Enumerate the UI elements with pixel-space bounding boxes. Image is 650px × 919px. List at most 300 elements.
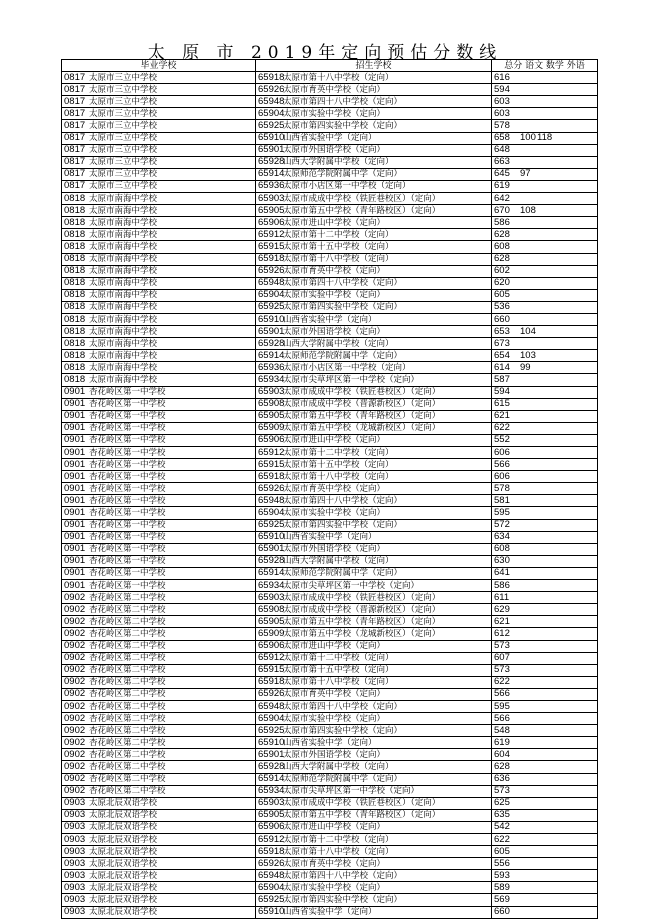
grad-school-cell [62, 326, 256, 338]
enroll-school-code: 65926 [258, 688, 285, 700]
enroll-school-cell [256, 773, 492, 785]
table-row [62, 132, 598, 144]
grad-school-code: 0817 [64, 120, 86, 132]
table-row [62, 870, 598, 882]
total-score: 663 [494, 156, 510, 168]
enroll-school-code: 65928 [258, 156, 285, 168]
grad-school-name: 太原北辰双语学校 [89, 834, 158, 845]
enroll-school-name: 太原市第十五中学校（定向） [283, 665, 394, 676]
enroll-school-code: 65910 [258, 736, 285, 748]
grad-school-cell [62, 313, 256, 325]
score-cell [492, 555, 598, 567]
score-cell [492, 362, 598, 374]
enroll-school-code: 65936 [258, 361, 285, 373]
total-score: 556 [494, 857, 510, 869]
enroll-school-name: 太原市第十二中学校（定向） [283, 447, 394, 458]
grad-school-cell [62, 773, 256, 785]
enroll-school-code: 65948 [258, 95, 285, 107]
enroll-school-name: 太原市尖草坪区第一中学校（定向） [283, 580, 420, 591]
grad-school-code: 0901 [64, 555, 86, 567]
table-row [62, 229, 598, 241]
total-score: 594 [494, 386, 510, 398]
enroll-school-code: 65904 [258, 712, 285, 724]
grad-school-cell [62, 737, 256, 749]
total-score: 607 [494, 652, 510, 664]
enroll-school-cell [256, 797, 492, 809]
enroll-school-code: 65905 [258, 204, 285, 216]
enroll-school-code: 65904 [258, 881, 285, 893]
table-row [62, 313, 598, 325]
enroll-school-code: 65901 [258, 748, 285, 760]
enroll-school-cell [256, 821, 492, 833]
total-score: 628 [494, 253, 510, 265]
grad-school-cell [62, 580, 256, 592]
enroll-school-code: 65925 [258, 301, 285, 313]
grad-school-name: 杏花岭区第二中学校 [89, 761, 166, 772]
chinese-score: 97 [520, 168, 531, 180]
total-score: 566 [494, 688, 510, 700]
total-score: 595 [494, 700, 510, 712]
enroll-school-name: 太原市第十八中学校（定向） [283, 72, 394, 83]
grad-school-cell [62, 289, 256, 301]
table-row [62, 277, 598, 289]
grad-school-name: 太原北辰双语学校 [89, 846, 158, 857]
enroll-school-code: 65918 [258, 71, 285, 83]
enroll-school-code: 65912 [258, 652, 285, 664]
enroll-school-code: 65910 [258, 906, 285, 918]
enroll-school-name: 太原市实验中学校（定向） [283, 108, 386, 119]
enroll-school-cell [256, 422, 492, 434]
grad-school-code: 0818 [64, 277, 86, 289]
total-score: 589 [494, 881, 510, 893]
enroll-school-cell [256, 362, 492, 374]
total-score: 614 [494, 361, 510, 373]
grad-school-code: 0817 [64, 83, 86, 95]
score-cell [492, 507, 598, 519]
total-score: 653 [494, 325, 510, 337]
grad-school-cell [62, 555, 256, 567]
total-score: 641 [494, 567, 510, 579]
grad-school-code: 0818 [64, 361, 86, 373]
grad-school-cell [62, 700, 256, 712]
score-cell [492, 483, 598, 495]
grad-school-code: 0903 [64, 845, 86, 857]
total-score: 611 [494, 591, 510, 603]
table-row [62, 882, 598, 894]
enroll-school-name: 太原师范学院附属中学（定向） [283, 568, 403, 579]
grad-school-code: 0818 [64, 373, 86, 385]
enroll-school-code: 65925 [258, 120, 285, 132]
grad-school-cell [62, 362, 256, 374]
grad-school-name: 太原市三立中学校 [89, 157, 158, 168]
grad-school-name: 太原市三立中学校 [89, 169, 158, 180]
grad-school-code: 0903 [64, 906, 86, 918]
table-row [62, 604, 598, 616]
table-row [62, 386, 598, 398]
enroll-school-name: 太原市进山中学校（定向） [283, 217, 386, 228]
enroll-school-cell [256, 604, 492, 616]
total-score: 654 [494, 349, 510, 361]
chinese-score: 104 [520, 325, 536, 337]
grad-school-cell [62, 567, 256, 579]
enroll-school-code: 65925 [258, 519, 285, 531]
grad-school-cell [62, 749, 256, 761]
grad-school-code: 0902 [64, 688, 86, 700]
enroll-school-name: 太原市第四十八中学校（定向） [283, 96, 403, 107]
enroll-school-name: 太原市成成中学校（铁匠巷校区）（定向） [283, 798, 441, 809]
grad-school-code: 0902 [64, 603, 86, 615]
table-row [62, 205, 598, 217]
table-row [62, 555, 598, 567]
enroll-school-code: 65914 [258, 773, 285, 785]
enroll-school-cell [256, 410, 492, 422]
score-cell [492, 664, 598, 676]
grad-school-name: 杏花岭区第一中学校 [89, 387, 166, 398]
total-score: 660 [494, 906, 510, 918]
score-cell [492, 628, 598, 640]
grad-school-name: 杏花岭区第一中学校 [89, 471, 166, 482]
table-row [62, 459, 598, 471]
enroll-school-name: 太原市第四十八中学校（定向） [283, 495, 403, 506]
grad-school-name: 太原北辰双语学校 [89, 798, 158, 809]
grad-school-cell [62, 229, 256, 241]
grad-school-name: 杏花岭区第一中学校 [89, 532, 166, 543]
total-score: 636 [494, 773, 510, 785]
enroll-school-cell [256, 543, 492, 555]
table-row [62, 664, 598, 676]
enroll-school-cell [256, 664, 492, 676]
table-row [62, 906, 598, 918]
enroll-school-name: 太原市第五中学校（青年路校区）（定向） [283, 205, 441, 216]
grad-school-name: 太原市三立中学校 [89, 145, 158, 156]
grad-school-name: 太原市南海中学校 [89, 350, 158, 361]
enroll-school-code: 65936 [258, 180, 285, 192]
enroll-school-name: 太原市实验中学校（定向） [283, 290, 386, 301]
grad-school-cell [62, 858, 256, 870]
table-row [62, 773, 598, 785]
table-row [62, 84, 598, 96]
grad-school-cell [62, 713, 256, 725]
enroll-school-cell [256, 652, 492, 664]
total-score: 660 [494, 313, 510, 325]
total-score: 634 [494, 531, 510, 543]
enroll-school-code: 65948 [258, 700, 285, 712]
grad-school-cell [62, 664, 256, 676]
enroll-school-name: 太原市实验中学校（定向） [283, 508, 386, 519]
enroll-school-name: 太原市成成中学校（铁匠巷校区）（定向） [283, 193, 441, 204]
enroll-school-name: 太原市第十八中学校（定向） [283, 254, 394, 265]
grad-school-name: 太原市南海中学校 [89, 266, 158, 277]
grad-school-cell [62, 834, 256, 846]
enroll-school-code: 65918 [258, 845, 285, 857]
grad-school-name: 杏花岭区第一中学校 [89, 435, 166, 446]
enroll-school-code: 65904 [258, 107, 285, 119]
grad-school-cell [62, 797, 256, 809]
enroll-school-cell [256, 132, 492, 144]
score-cell [492, 168, 598, 180]
total-score: 621 [494, 615, 510, 627]
grad-school-code: 0901 [64, 579, 86, 591]
table-row [62, 193, 598, 205]
total-score: 606 [494, 446, 510, 458]
enroll-school-cell [256, 519, 492, 531]
grad-school-name: 太原市三立中学校 [89, 121, 158, 132]
chinese-score: 103 [520, 349, 536, 361]
grad-school-cell [62, 447, 256, 459]
grad-school-cell [62, 906, 256, 918]
enroll-school-cell [256, 858, 492, 870]
score-cell [492, 301, 598, 313]
grad-school-cell [62, 120, 256, 132]
grad-school-code: 0817 [64, 168, 86, 180]
grad-school-name: 太原北辰双语学校 [89, 895, 158, 906]
score-cell [492, 422, 598, 434]
math-score: 118 [537, 132, 553, 144]
enroll-school-code: 65908 [258, 398, 285, 410]
enroll-school-cell [256, 313, 492, 325]
grad-school-code: 0818 [64, 216, 86, 228]
grad-school-code: 0901 [64, 434, 86, 446]
grad-school-name: 太原市南海中学校 [89, 326, 158, 337]
table-row [62, 180, 598, 192]
total-score: 608 [494, 543, 510, 555]
enroll-school-name: 太原市成成中学校（晋源新校区）（定向） [283, 399, 441, 410]
enroll-school-code: 65915 [258, 458, 285, 470]
table-row [62, 894, 598, 906]
score-cell [492, 96, 598, 108]
score-cell [492, 809, 598, 821]
chinese-score: 108 [520, 204, 536, 216]
grad-school-code: 0901 [64, 567, 86, 579]
enroll-school-code: 65925 [258, 724, 285, 736]
enroll-school-cell [256, 398, 492, 410]
enroll-school-cell [256, 846, 492, 858]
grad-school-cell [62, 507, 256, 519]
enroll-school-code: 65934 [258, 579, 285, 591]
grad-school-name: 杏花岭区第二中学校 [89, 725, 166, 736]
grad-school-cell [62, 193, 256, 205]
table-row [62, 628, 598, 640]
grad-school-cell [62, 434, 256, 446]
total-score: 594 [494, 83, 510, 95]
score-cell [492, 84, 598, 96]
total-score: 573 [494, 664, 510, 676]
total-score: 628 [494, 760, 510, 772]
score-cell [492, 846, 598, 858]
table-row [62, 338, 598, 350]
enroll-school-name: 山西省实验中学（定向） [283, 133, 377, 144]
grad-school-name: 杏花岭区第二中学校 [89, 786, 166, 797]
grad-school-cell [62, 301, 256, 313]
enroll-school-code: 65914 [258, 168, 285, 180]
total-score: 612 [494, 627, 510, 639]
enroll-school-name: 太原市小店区第一中学校（定向） [283, 362, 411, 373]
grad-school-code: 0901 [64, 507, 86, 519]
grad-school-name: 太原北辰双语学校 [89, 822, 158, 833]
enroll-school-cell [256, 205, 492, 217]
grad-school-cell [62, 108, 256, 120]
total-score: 622 [494, 833, 510, 845]
score-cell [492, 459, 598, 471]
enroll-school-cell [256, 326, 492, 338]
enroll-school-name: 山西大学附属中学校（定向） [283, 556, 394, 567]
score-cell [492, 785, 598, 797]
grad-school-code: 0902 [64, 664, 86, 676]
grad-school-code: 0901 [64, 386, 86, 398]
score-cell [492, 338, 598, 350]
grad-school-name: 杏花岭区第一中学校 [89, 459, 166, 470]
table-row [62, 713, 598, 725]
page-title: 太 原 市 2019年定向预估分数线 [147, 43, 503, 63]
table-row [62, 580, 598, 592]
enroll-school-name: 太原市第五中学校（龙城新校区）（定向） [283, 423, 441, 434]
table-row [62, 289, 598, 301]
enroll-school-name: 太原市外国语学校（定向） [283, 544, 386, 555]
enroll-school-cell [256, 483, 492, 495]
grad-school-cell [62, 205, 256, 217]
enroll-school-cell [256, 471, 492, 483]
enroll-school-code: 65926 [258, 857, 285, 869]
grad-school-code: 0817 [64, 107, 86, 119]
table-row [62, 72, 598, 84]
grad-school-cell [62, 821, 256, 833]
enroll-school-code: 65910 [258, 313, 285, 325]
total-score: 616 [494, 71, 510, 83]
table-row [62, 688, 598, 700]
grad-school-name: 太原市三立中学校 [89, 133, 158, 144]
score-cell [492, 519, 598, 531]
grad-school-code: 0818 [64, 301, 86, 313]
grad-school-name: 杏花岭区第二中学校 [89, 737, 166, 748]
enroll-school-cell [256, 84, 492, 96]
enroll-school-name: 太原市第十二中学校（定向） [283, 229, 394, 240]
score-cell [492, 652, 598, 664]
enroll-school-name: 太原市第四十八中学校（定向） [283, 701, 403, 712]
grad-school-code: 0817 [64, 156, 86, 168]
score-cell [492, 350, 598, 362]
grad-school-name: 太原市南海中学校 [89, 193, 158, 204]
score-cell [492, 217, 598, 229]
enroll-school-cell [256, 459, 492, 471]
score-cell [492, 386, 598, 398]
table-row [62, 301, 598, 313]
total-score: 566 [494, 458, 510, 470]
enroll-school-name: 太原市进山中学校（定向） [283, 641, 386, 652]
total-score: 578 [494, 482, 510, 494]
grad-school-code: 0901 [64, 398, 86, 410]
table-row [62, 640, 598, 652]
grad-school-cell [62, 374, 256, 386]
score-cell [492, 193, 598, 205]
table-row [62, 567, 598, 579]
table-row [62, 422, 598, 434]
enroll-school-name: 太原师范学院附属中学（定向） [283, 774, 403, 785]
table-row [62, 410, 598, 422]
enroll-school-name: 太原市尖草坪区第一中学校（定向） [283, 374, 420, 385]
enroll-school-cell [256, 713, 492, 725]
score-cell [492, 749, 598, 761]
grad-school-code: 0902 [64, 640, 86, 652]
enroll-school-code: 65905 [258, 410, 285, 422]
table-row [62, 749, 598, 761]
enroll-school-cell [256, 434, 492, 446]
enroll-school-code: 65904 [258, 507, 285, 519]
enroll-school-cell [256, 72, 492, 84]
score-cell [492, 604, 598, 616]
grad-school-cell [62, 410, 256, 422]
enroll-school-name: 太原市第四实验中学校（定向） [283, 895, 403, 906]
total-score: 578 [494, 120, 510, 132]
table-row [62, 858, 598, 870]
score-cell [492, 205, 598, 217]
grad-school-code: 0901 [64, 470, 86, 482]
total-score: 581 [494, 494, 510, 506]
grad-school-name: 杏花岭区第二中学校 [89, 689, 166, 700]
score-cell [492, 640, 598, 652]
enroll-school-code: 65905 [258, 615, 285, 627]
total-score: 642 [494, 192, 510, 204]
enroll-school-name: 山西省实验中学（定向） [283, 532, 377, 543]
grad-school-code: 0817 [64, 132, 86, 144]
enroll-school-name: 太原市外国语学校（定向） [283, 145, 386, 156]
total-score: 635 [494, 809, 510, 821]
table-row [62, 507, 598, 519]
grad-school-name: 太原市南海中学校 [89, 314, 158, 325]
grad-school-code: 0901 [64, 446, 86, 458]
score-cell [492, 688, 598, 700]
score-cell [492, 447, 598, 459]
grad-school-name: 杏花岭区第二中学校 [89, 749, 166, 760]
total-score: 573 [494, 785, 510, 797]
enroll-school-code: 65915 [258, 240, 285, 252]
enroll-school-cell [256, 386, 492, 398]
grad-school-name: 杏花岭区第一中学校 [89, 495, 166, 506]
grad-school-code: 0903 [64, 833, 86, 845]
enroll-school-code: 65903 [258, 591, 285, 603]
enroll-school-name: 太原市育英中学校（定向） [283, 483, 386, 494]
total-score: 658 [494, 132, 510, 144]
grad-school-code: 0818 [64, 313, 86, 325]
grad-school-name: 杏花岭区第一中学校 [89, 580, 166, 591]
enroll-school-cell [256, 906, 492, 918]
enroll-school-code: 65912 [258, 228, 285, 240]
grad-school-name: 杏花岭区第一中学校 [89, 568, 166, 579]
total-score: 573 [494, 640, 510, 652]
score-cell [492, 580, 598, 592]
table-row [62, 616, 598, 628]
grad-school-name: 太原市南海中学校 [89, 362, 158, 373]
grad-school-name: 杏花岭区第一中学校 [89, 508, 166, 519]
grad-school-cell [62, 338, 256, 350]
total-score: 629 [494, 603, 510, 615]
table-row [62, 797, 598, 809]
table-row [62, 96, 598, 108]
grad-school-name: 杏花岭区第一中学校 [89, 544, 166, 555]
enroll-school-cell [256, 265, 492, 277]
grad-school-cell [62, 422, 256, 434]
enroll-school-name: 太原市外国语学校（定向） [283, 326, 386, 337]
score-cell [492, 616, 598, 628]
total-score: 603 [494, 107, 510, 119]
score-cell [492, 229, 598, 241]
grad-school-code: 0902 [64, 615, 86, 627]
score-cell [492, 858, 598, 870]
score-cell [492, 144, 598, 156]
grad-school-code: 0818 [64, 253, 86, 265]
grad-school-name: 杏花岭区第二中学校 [89, 604, 166, 615]
score-cell [492, 797, 598, 809]
grad-school-code: 0903 [64, 869, 86, 881]
